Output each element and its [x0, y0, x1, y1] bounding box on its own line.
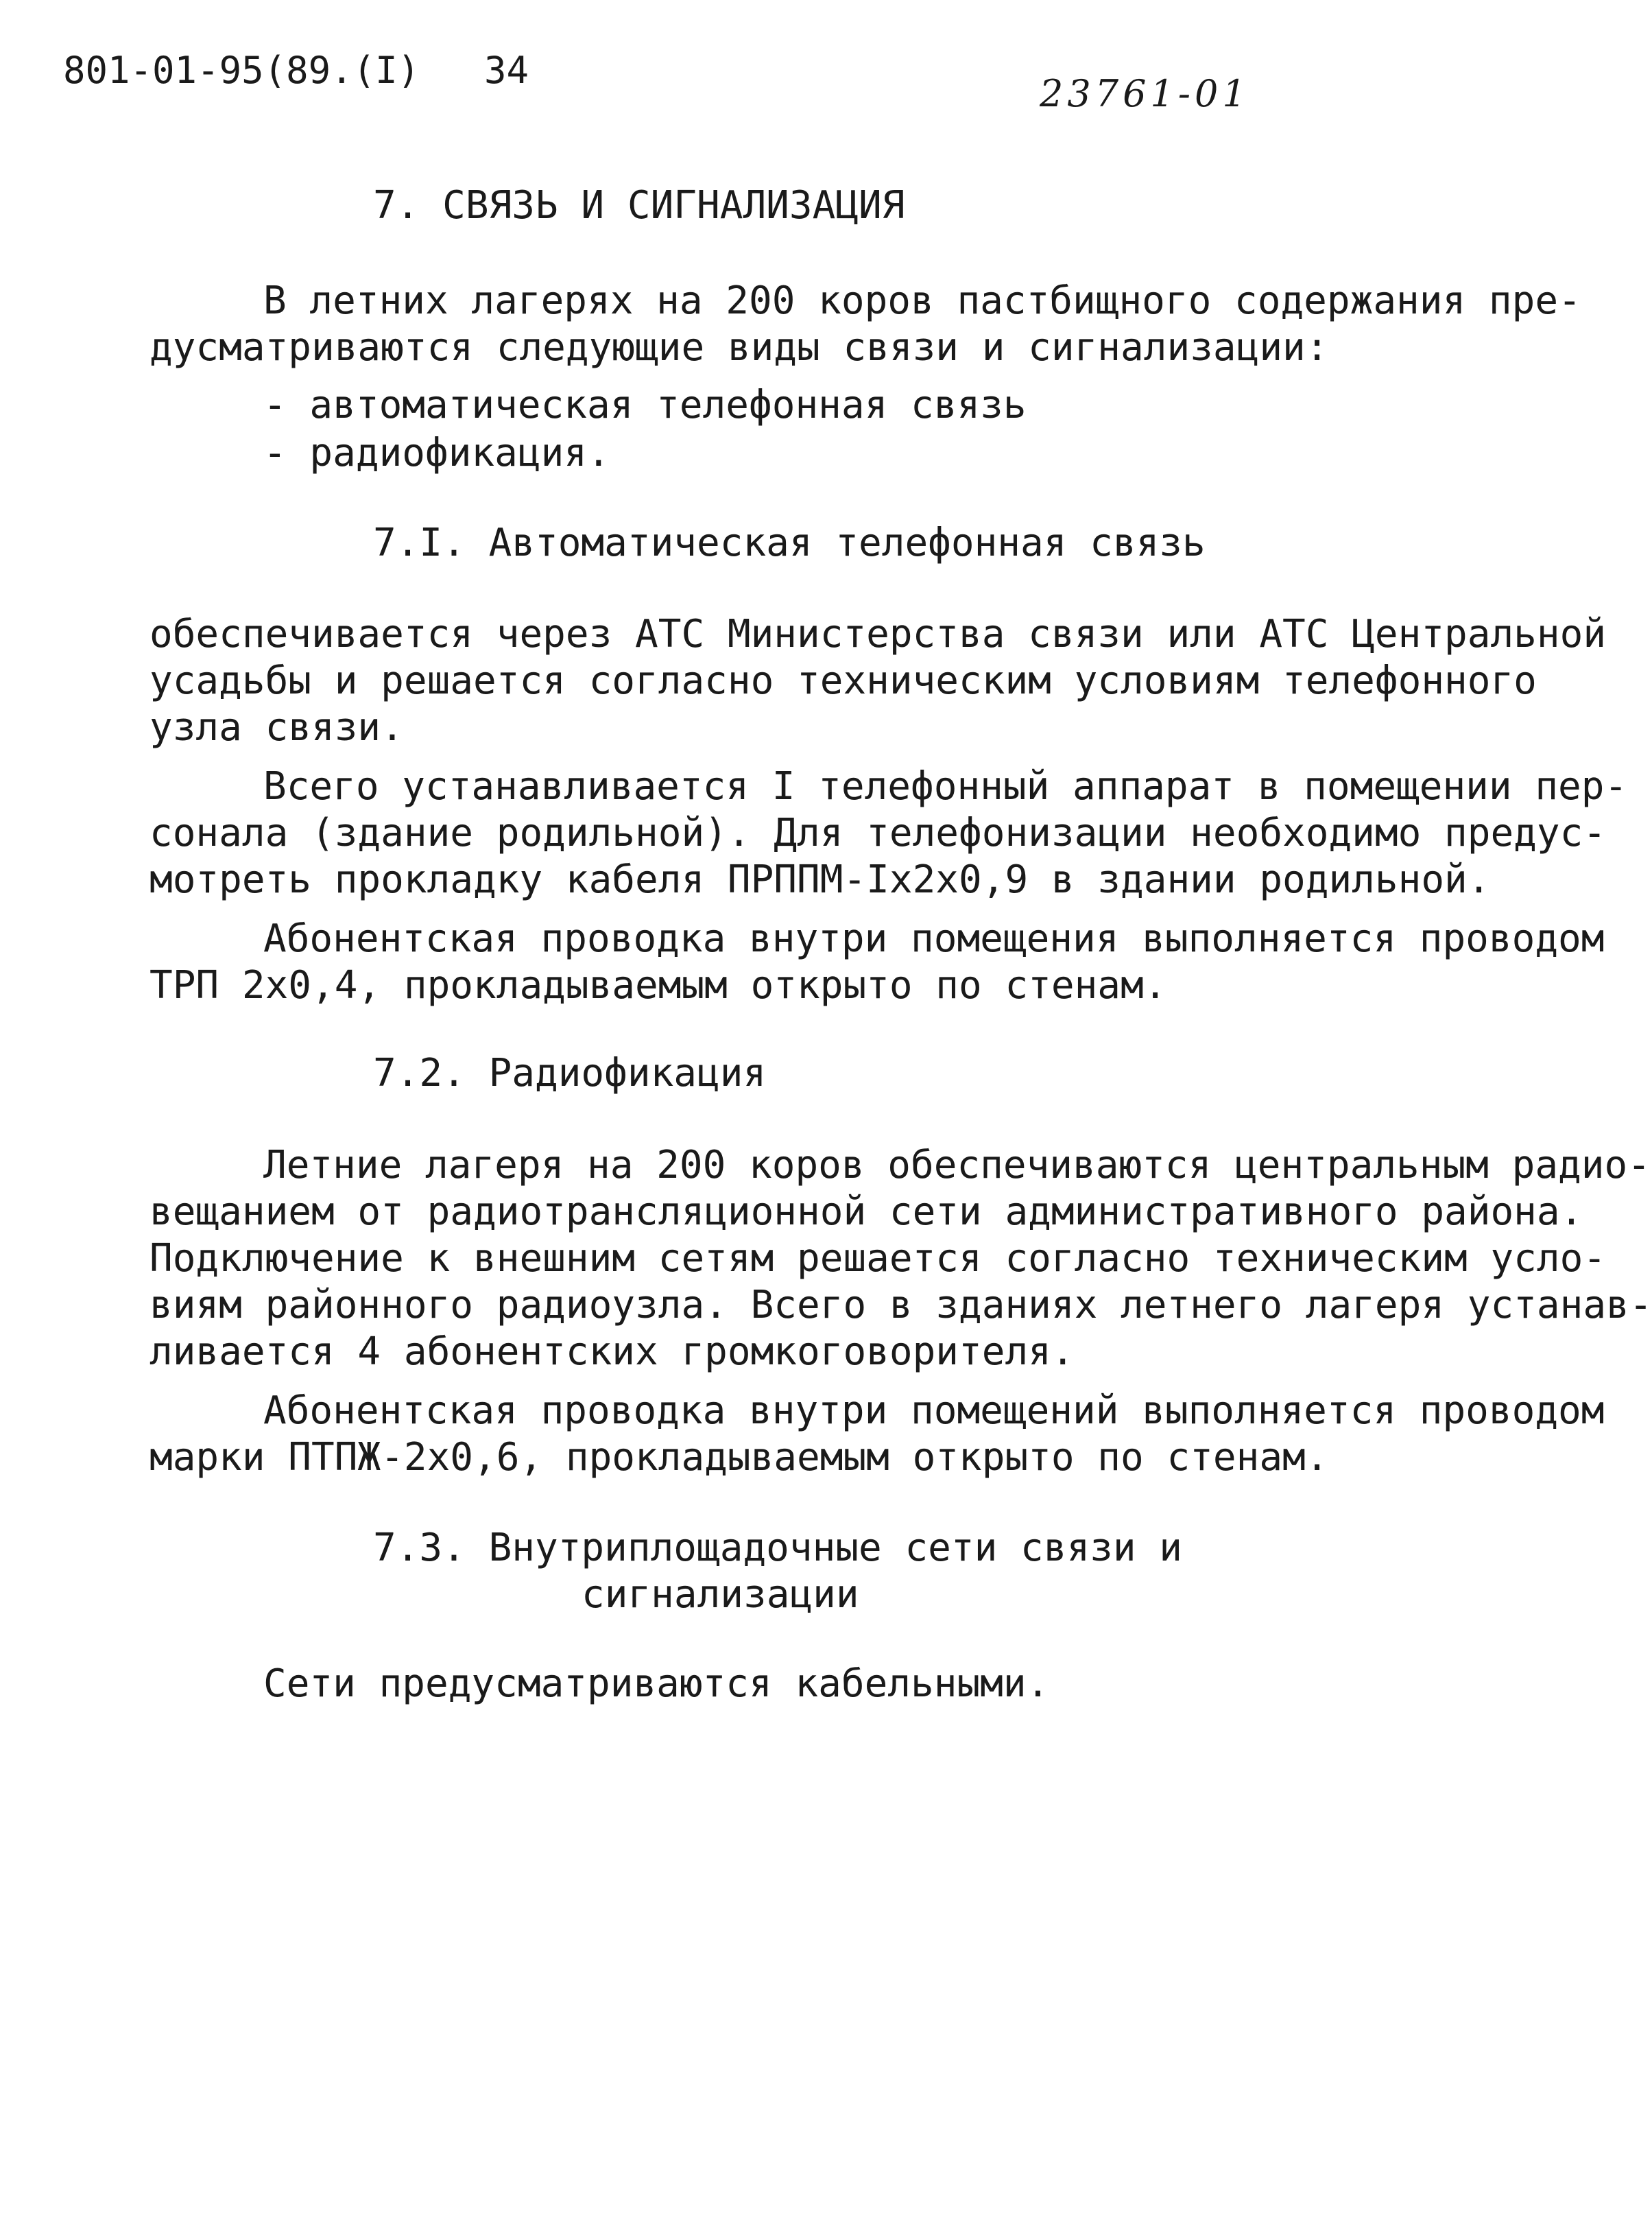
- page-number: 34: [484, 49, 529, 92]
- section-7-1-para3-line-2: ТРП 2х0,4, прокладываемым открыто по стенам.: [149, 963, 1167, 1008]
- section-7-2-para1-line-1: Летние лагеря на 200 коров обеспечиваются центральным радио-: [263, 1143, 1651, 1187]
- section-7-3-para1: Сети предусматриваются кабельными.: [263, 1661, 1050, 1706]
- section-7-1-para2-line-2: сонала (здание родильной). Для телефонизации необходимо предус-: [149, 811, 1607, 855]
- section-7-title: 7. СВЯЗЬ И СИГНАЛИЗАЦИЯ: [373, 183, 905, 228]
- section-7-2-para1-line-5: ливается 4 абонентских громкоговорителя.: [149, 1329, 1075, 1374]
- section-7-2-para2-line-2: марки ПТПЖ-2х0,6, прокладываемым открыто по стенам.: [149, 1435, 1329, 1480]
- section-7-2-para1-line-4: виям районного радиоузла. Всего в зданиях летнего лагеря устанав-: [149, 1283, 1652, 1327]
- section-7-2-para2-line-1: Абонентская проводка внутри помещений выполняется проводом: [263, 1388, 1605, 1433]
- section-7-intro-line-1: В летних лагерях на 200 коров пастбищного содержания пре-: [263, 278, 1581, 323]
- section-7-1-para3-line-1: Абонентская проводка внутри помещения выполняется проводом: [263, 916, 1605, 961]
- section-7-2-para1-line-3: Подключение к внешним сетям решается согласно техническим усло-: [149, 1236, 1607, 1281]
- section-7-1-para1-line-1: обеспечивается через АТС Министерства связи или АТС Центральной: [149, 612, 1607, 656]
- section-7-1-title: 7.I. Автоматическая телефонная связь: [373, 521, 1206, 565]
- section-7-bullet-2: - радиофикация.: [263, 431, 610, 475]
- section-7-3-title-line-1: 7.3. Внутриплощадочные сети связи и: [373, 1526, 1183, 1570]
- section-7-2-para1-line-2: вещанием от радиотрансляционной сети административного района.: [149, 1189, 1583, 1234]
- section-7-3-title-line-2: сигнализации: [582, 1572, 859, 1617]
- section-7-1-para2-line-3: мотреть прокладку кабеля ПРППМ-Iх2х0,9 в здании родильной.: [149, 857, 1491, 902]
- section-7-1-para1-line-3: узла связи.: [149, 705, 404, 750]
- handwritten-number: 23761-01: [1040, 72, 1250, 115]
- section-7-intro-line-2: дусматриваются следующие виды связи и сигнализации:: [149, 325, 1329, 370]
- section-7-bullet-1: - автоматическая телефонная связь: [263, 383, 1027, 427]
- section-7-1-para1-line-2: усадьбы и решается согласно техническим условиям телефонного: [149, 659, 1537, 703]
- document-code: 801-01-95(89.(I): [63, 49, 420, 92]
- section-7-1-para2-line-1: Всего устанавливается I телефонный аппарат в помещении пер-: [263, 764, 1628, 809]
- section-7-2-title: 7.2. Радиофикация: [373, 1051, 767, 1095]
